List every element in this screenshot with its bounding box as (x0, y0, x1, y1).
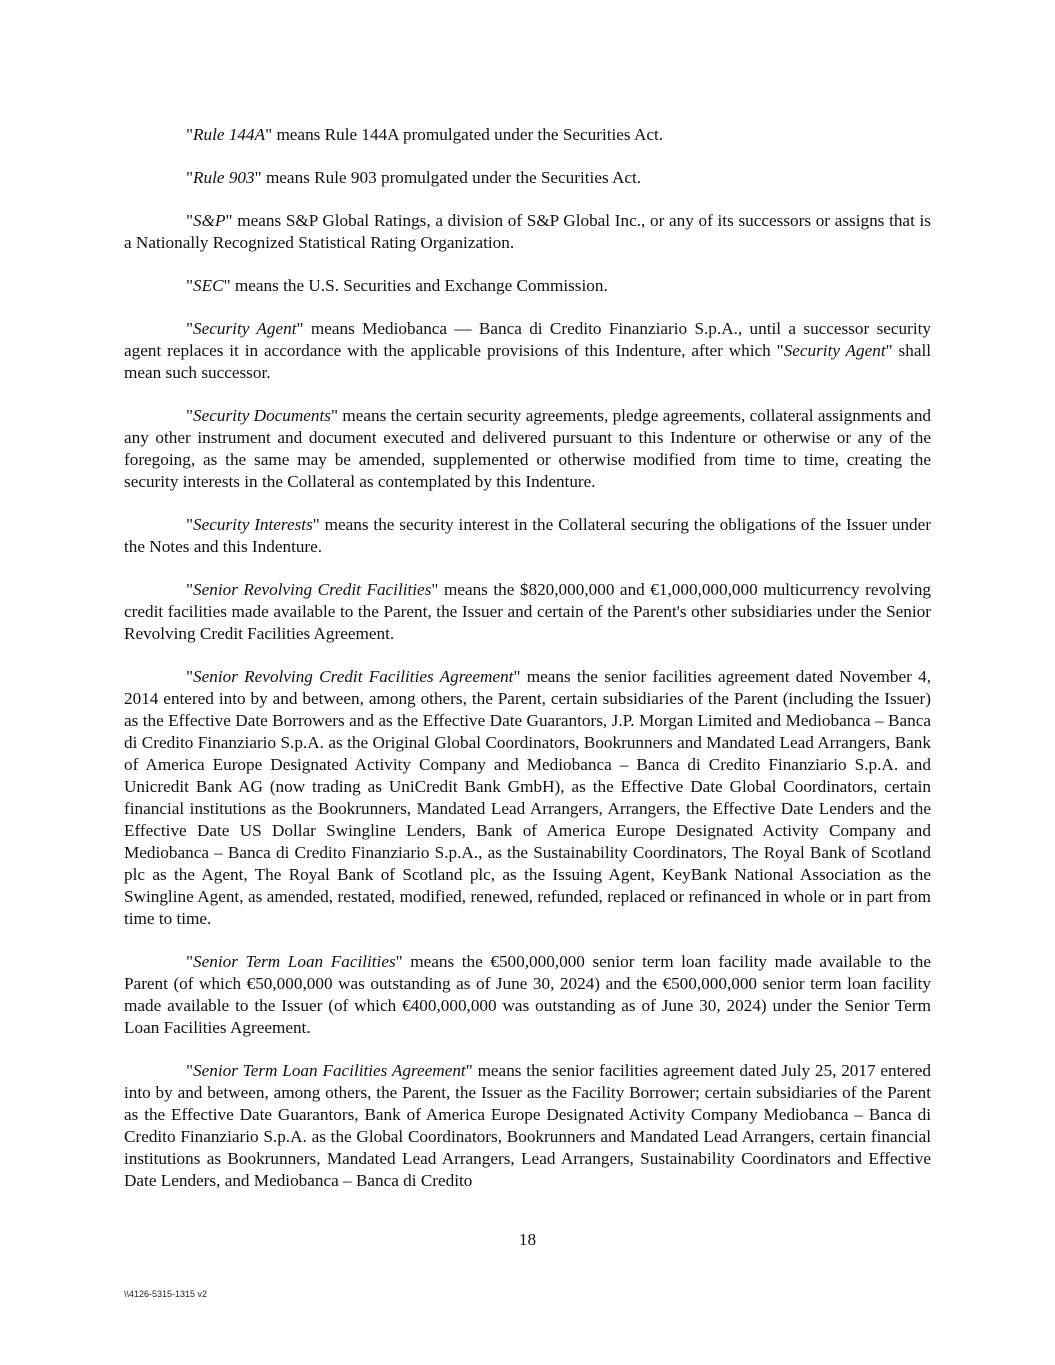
defined-term: Security Documents (193, 406, 331, 425)
definition-text: means the senior facilities agreement dated November 4, 2014 entered into by and between, among others, the Parent, certain subsidiaries of the Parent (including the Issuer) as the Effective Date Borrowers and as the Effective Date Guarantors, J.P. Morgan Limited and Mediobanca – Banca di Credito Finanziario S.p.A. as the Original Global Coordinators, Bookrunners and Mandated Lead Arrangers, Bank of America Europe Designated Activity Company and Mediobanca – Banca di Credito Finanziario S.p.A. and Unicredit Bank AG (now trading as UniCredit Bank GmbH), as the Effective Date Global Coordinators, certain financial institutions as the Bookrunners, Mandated Lead Arrangers, Arrangers, the Effective Date Lenders and the Effective Date US Dollar Swingline Lenders, Bank of America Europe Designated Activity Company and Mediobanca – Banca di Credito Finanziario S.p.A., as the Sustainability Coordinators, The Royal Bank of Scotland plc as the Agent, The Royal Bank of Scotland plc, as the Issuing Agent, KeyBank National Association as the Swingline Agent, as amended, restated, modified, renewed, refunded, replaced or refinanced in whole or in part from time to time. (124, 667, 931, 928)
definition-text-end: " shall mean such successor. (124, 341, 931, 382)
defined-term: Rule 903 (193, 168, 255, 187)
defined-term: Senior Revolving Credit Facilities (193, 580, 432, 599)
definition-text: means the senior facilities agreement dated July 25, 2017 entered into by and between, among others, the Parent, the Issuer as the Facility Borrower; certain subsidiaries of the Parent as the Effective Date Guarantors, Bank of America Europe Designated Activity Company Mediobanca – Banca di Credito Finanziario S.p.A. as the Global Coordinators, Bookrunners and Mandated Lead Arrangers, certain financial institutions as Bookrunners, Mandated Lead Arrangers, Lead Arrangers, Sustainability Coordinators and Effective Date Lenders, and Mediobanca – Banca di Credito (124, 1061, 931, 1190)
defined-term: Rule 144A (193, 125, 266, 144)
defined-term: Senior Term Loan Facilities Agreement (193, 1061, 466, 1080)
document-body (124, 124, 931, 1213)
definition-text: means Rule 144A promulgated under the Securities Act. (272, 125, 664, 144)
definition-text: means the €500,000,000 senior term loan facility made available to the Parent (of which €50,000,000 was outstanding as of June 30, 2024) and the €500,000,000 senior term loan facility made available to the Issuer (of which €400,000,000 was outstanding as of June 30, 2024) under the Senior Term Loan Facilities Agreement. (124, 952, 931, 1037)
definition-text: means the security interest in the Collateral securing the obligations of the Issuer under the Notes and this Indenture. (124, 515, 931, 556)
document-id: \\4126-5315-1315 v2 (124, 1289, 208, 1299)
definition-sec: "SEC" means the U.S. Securities and Exchange Commission. (186, 276, 608, 295)
definition-security-documents: "Security Documents" means the certain security agreements, pledge agreements, collateral assignments and any other instrument and document executed and delivered pursuant to this Indenture or otherwise or any of the foregoing, as the same may be amended, supplemented or otherwise modified from time to time, creating the security interests in the Collateral as contemplated by this Indenture. (124, 406, 932, 491)
defined-term: Security Interests (193, 515, 313, 534)
defined-term: S&P (193, 211, 226, 230)
defined-term: Senior Revolving Credit Facilities Agreement (193, 667, 514, 686)
definition-rule-144a: "Rule 144A" means Rule 144A promulgated under the Securities Act. (186, 125, 664, 144)
definition-text: means Rule 903 promulgated under the Securities Act. (261, 168, 642, 187)
definition-senior-revolving-credit-facilities-agreement: "Senior Revolving Credit Facilities Agreement" means the senior facilities agreement dated November 4, 2014 entered into by and between, among others, the Parent, certain subsidiaries of the Parent (including the Issuer) as the Effective Date Borrowers and as the Effective Date Guarantors, J.P. Morgan Limited and Mediobanca – Banca di Credito Finanziario S.p.A. as the Original Global Coordinators, Bookrunners and Mandated Lead Arrangers, Bank of America Europe Designated Activity Company and Mediobanca – Banca di Credito Finanziario S.p.A. and Unicredit Bank AG (now trading as UniCredit Bank GmbH), as the Effective Date Global Coordinators, certain financial institutions as the Bookrunners, Mandated Lead Arrangers, Arrangers, the Effective Date Lenders and the Effective Date US Dollar Swingline Lenders, Bank of America Europe Designated Activity Company and Mediobanca – Banca di Credito Finanziario S.p.A., as the Sustainability Coordinators, The Royal Bank of Scotland plc as the Agent, The Royal Bank of Scotland plc, as the Issuing Agent, KeyBank National Association as the Swingline Agent, as amended, restated, modified, renewed, refunded, replaced or refinanced in whole or in part from time to time. (124, 667, 931, 928)
definition-text: means S&P Global Ratings, a division of S&P Global Inc., or any of its successors or assigns that is a Nationally Recognized Statistical Rating Organization. (124, 211, 931, 252)
defined-term: Senior Term Loan Facilities (193, 952, 396, 971)
defined-term: SEC (193, 276, 224, 295)
definition-text: means the $820,000,000 and €1,000,000,000 multicurrency revolving credit facilities made available to the Parent, the Issuer and certain of the Parent's other subsidiaries under the Senior Revolving Credit Facilities Agreement. (124, 580, 932, 643)
definition-security-interests: "Security Interests" means the security interest in the Collateral securing the obligations of the Issuer under the Notes and this Indenture. (124, 515, 931, 556)
defined-term: Security Agent (193, 319, 297, 338)
definition-text: means Mediobanca — Banca di Credito Finanziario S.p.A., until a successor security agent replaces it in accordance with the applicable provisions of this Indenture, after which " (124, 319, 931, 360)
definition-senior-term-loan-facilities-agreement: "Senior Term Loan Facilities Agreement" means the senior facilities agreement dated July 25, 2017 entered into by and between, among others, the Parent, the Issuer as the Facility Borrower; certain subsidiaries of the Parent as the Effective Date Guarantors, Bank of America Europe Designated Activity Company Mediobanca – Banca di Credito Finanziario S.p.A. as the Global Coordinators, Bookrunners and Mandated Lead Arrangers, certain financial institutions as Bookrunners, Mandated Lead Arrangers, Lead Arrangers, Sustainability Coordinators and Effective Date Lenders, and Mediobanca – Banca di Credito (124, 1061, 931, 1190)
definition-senior-revolving-credit-facilities: "Senior Revolving Credit Facilities" means the $820,000,000 and €1,000,000,000 multicurrency revolving credit facilities made available to the Parent, the Issuer and certain of the Parent's other subsidiaries under the Senior Revolving Credit Facilities Agreement. (124, 580, 932, 643)
page-number: 18 (518, 1230, 537, 1249)
definition-text: means the U.S. Securities and Exchange Commission. (230, 276, 608, 295)
definition-senior-term-loan-facilities: "Senior Term Loan Facilities" means the €500,000,000 senior term loan facility made available to the Parent (of which €50,000,000 was outstanding as of June 30, 2024) and the €500,000,000 senior term loan facility made available to the Issuer (of which €400,000,000 was outstanding as of June 30, 2024) under the Senior Term Loan Facilities Agreement. (124, 952, 931, 1037)
definition-text: means the certain security agreements, pledge agreements, collateral assignments and any other instrument and document executed and delivered pursuant to this Indenture or otherwise or any of the foregoing, as the same may be amended, supplemented or otherwise modified from time to time, creating the security interests in the Collateral as contemplated by this Indenture. (124, 406, 932, 491)
definition-security-agent: "Security Agent" means Mediobanca — Banca di Credito Finanziario S.p.A., until a successor security agent replaces it in accordance with the applicable provisions of this Indenture, after which "Security Agent" shall mean such successor. (124, 319, 931, 382)
definition-s-and-p: "S&P" means S&P Global Ratings, a division of S&P Global Inc., or any of its successors or assigns that is a Nationally Recognized Statistical Rating Organization. (124, 211, 931, 252)
definition-rule-903: "Rule 903" means Rule 903 promulgated under the Securities Act. (186, 168, 642, 187)
defined-term-repeat: Security Agent (783, 341, 886, 360)
